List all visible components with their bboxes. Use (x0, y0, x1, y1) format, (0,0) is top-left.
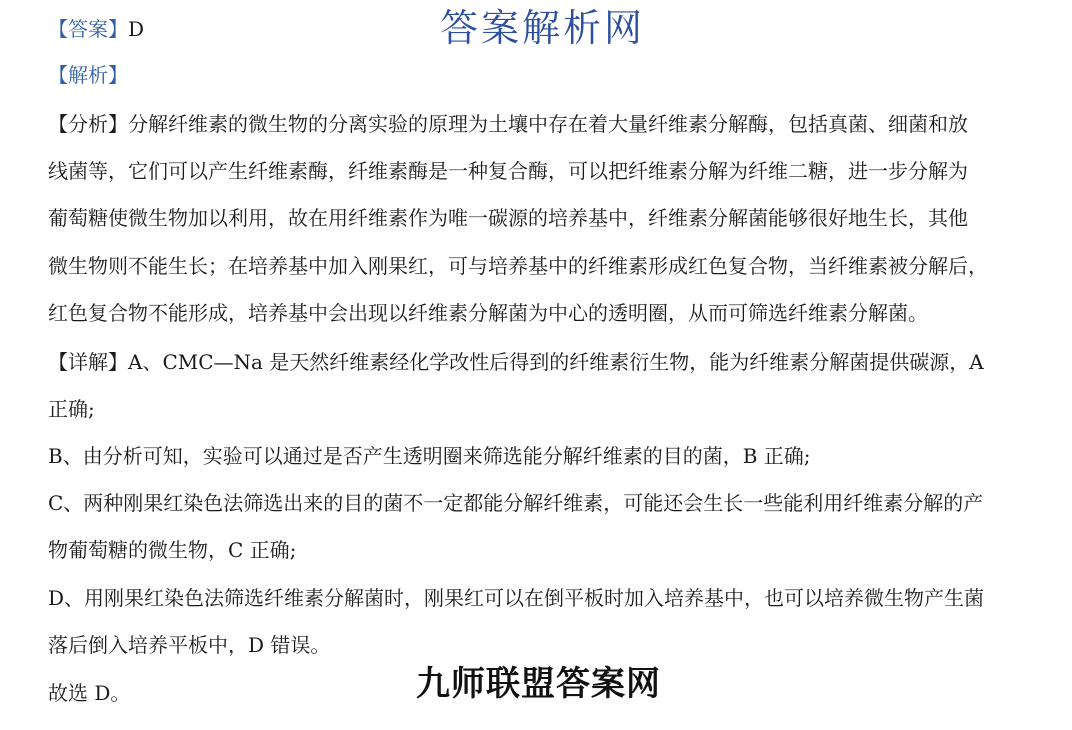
detail-line-7: 落后倒入培养平板中，D 错误。 (48, 633, 331, 657)
analysis-line-3: 葡萄糖使微生物加以利用，故在用纤维素作为唯一碳源的培养基中，纤维素分解菌能够很好地生长，其他 (48, 206, 968, 230)
answer-line (48, 15, 144, 43)
detail-line-2: 正确; (48, 397, 95, 421)
analysis-line-2: 线菌等，它们可以产生纤维素酶，纤维素酶是一种复合酶，可以把纤维素分解为纤维二糖，进一步分解为 (48, 159, 968, 183)
answer-label: 【答案】 (48, 17, 128, 41)
analysis-line-4: 微生物则不能生长；在培养基中加入刚果红，可与培养基中的纤维素形成红色复合物，当纤维素被分解后， (48, 254, 988, 278)
analysis-label: 【分析】 (48, 112, 128, 136)
detail-line-4: C、两种刚果红染色法筛选出来的目的菌不一定都能分解纤维素，可能还会生长一些能利用纤维素分解的产 (48, 491, 984, 515)
answer-value: D (128, 17, 145, 41)
watermark-top: 答案解析网 (440, 6, 646, 50)
detail-line-1 (48, 348, 984, 376)
analysis-line-5: 红色复合物不能形成，培养基中会出现以纤维素分解菌为中心的透明圈，从而可筛选纤维素分解菌。 (48, 301, 928, 325)
watermark-bottom: 九师联盟答案网 (416, 664, 661, 704)
detail-line-8: 故选 D。 (48, 681, 131, 705)
detail-line-6: D、用刚果红染色法筛选纤维素分解菌时，刚果红可以在倒平板时加入培养基中，也可以培养微生物产生菌 (48, 586, 985, 610)
detail-line-5: 物葡萄糖的微生物，C 正确; (48, 538, 297, 562)
analysis-text: 分解纤维素的微生物的分离实验的原理为土壤中存在着大量纤维素分解酶，包括真菌、细菌和放 (128, 112, 968, 136)
detail-text: A、CMC—Na 是天然纤维素经化学改性后得到的纤维素衍生物，能为纤维素分解菌提供碳源，A (128, 350, 984, 374)
detail-label: 【详解】 (48, 350, 128, 374)
analysis-heading: 【解析】 (48, 63, 128, 87)
detail-line-3: B、由分析可知，实验可以通过是否产生透明圈来筛选能分解纤维素的目的菌，B 正确; (48, 444, 811, 468)
analysis-line-1 (48, 110, 968, 138)
